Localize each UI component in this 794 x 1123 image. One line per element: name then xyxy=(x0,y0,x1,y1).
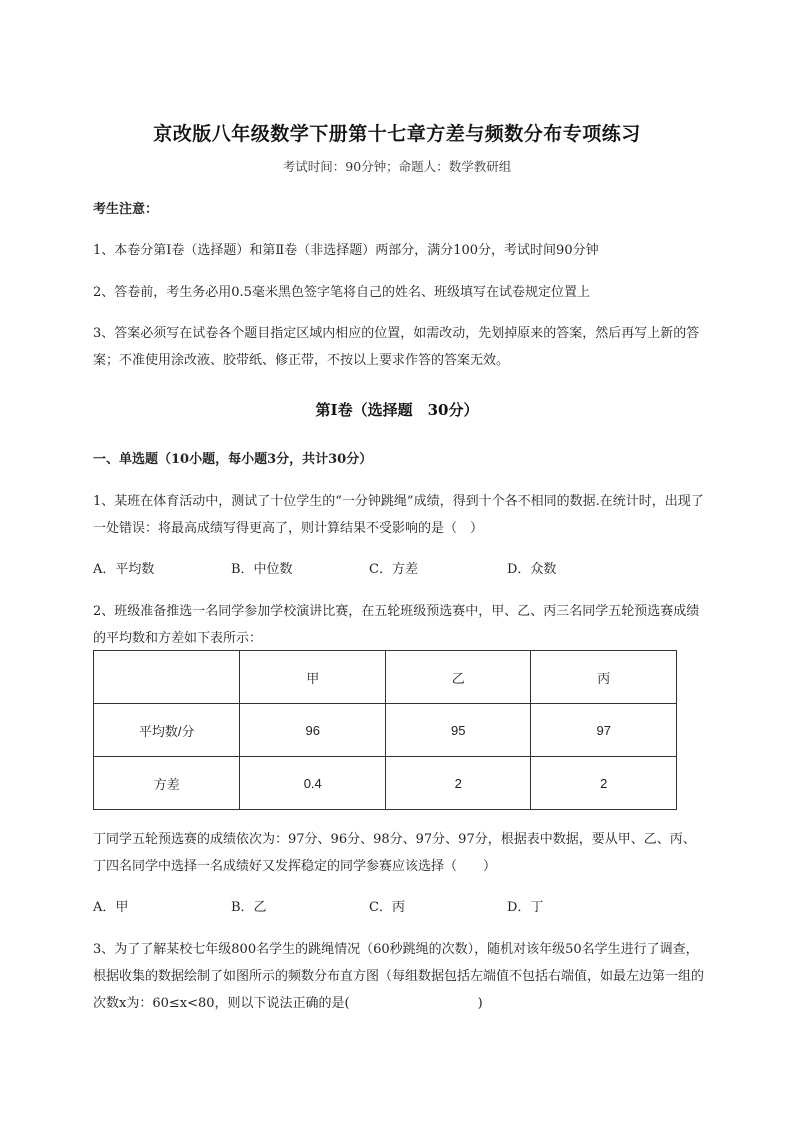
notice-item-1: 1、本卷分第I卷（选择题）和第Ⅱ卷（非选择题）两部分，满分100分，考试时间90分钟 xyxy=(93,243,599,258)
question-1-options xyxy=(93,556,705,583)
table-cell xyxy=(94,651,240,704)
table-cell: 0.4 xyxy=(240,757,386,810)
table-cell: 97 xyxy=(531,704,677,757)
question-3-body: 3、为了了解某校七年级800名学生的跳绳情况（60秒跳绳的次数），随机对该年级50名学生进行了调查，根据收集的数据绘制了如图所示的频数分布直方图（每组数据包括左端值不包括右端值，如最左边第一组的次数x为：60≤x<80，则以下说法正确的是( xyxy=(93,942,705,1011)
table-header-cell: 乙 xyxy=(385,651,530,704)
question-2-text-continued: 丁同学五轮预选赛的成绩依次为：97分、96分、98分、97分、97分，根据表中数据，要从甲、乙、丙、丁四名同学中选择一名成绩好又发挥稳定的同学参赛应该选择（ ） xyxy=(93,832,696,874)
table-cell: 96 xyxy=(240,704,386,757)
table-row-label: 方差 xyxy=(94,757,240,810)
part-heading: 一、单选题（10小题，每小题3分，共计30分） xyxy=(93,452,373,467)
notice-heading: 考生注意： xyxy=(93,202,159,217)
table-row-label: 平均数/分 xyxy=(94,704,240,757)
table-row xyxy=(94,757,677,810)
table-row xyxy=(94,704,677,757)
notice-item-2: 2、答卷前，考生务必用0.5毫米黑色签字笔将自己的姓名、班级填写在试卷规定位置上 xyxy=(93,285,590,300)
score-table xyxy=(93,650,677,810)
option-a: A．甲 xyxy=(93,900,129,915)
table-cell: 2 xyxy=(385,757,530,810)
question-2-options xyxy=(93,894,705,921)
table-cell: 2 xyxy=(531,757,677,810)
question-1-text: 1、某班在体育活动中，测试了十位学生的“一分钟跳绳”成绩，得到十个各不相同的数据.在统计时，出现了一处错误：将最高成绩写得更高了，则计算结果不受影响的是（ ） xyxy=(93,494,704,536)
document-title: 京改版八年级数学下册第十七章方差与频数分布专项练习 xyxy=(153,123,641,145)
table-header-cell: 甲 xyxy=(240,651,386,704)
table-cell: 95 xyxy=(385,704,530,757)
option-b: B．中位数 xyxy=(231,562,293,577)
question-2-text: 2、班级准备推选一名同学参加学校演讲比赛，在五轮班级预选赛中，甲、乙、丙三名同学五轮预选赛成绩的平均数和方差如下表所示： xyxy=(93,604,700,646)
option-b: B．乙 xyxy=(231,900,267,915)
option-d: D．众数 xyxy=(507,562,557,577)
question-3-close: ) xyxy=(477,996,483,1011)
option-c: C．丙 xyxy=(369,900,405,915)
option-c: C．方差 xyxy=(369,562,418,577)
exam-info: 考试时间：90分钟；命题人：数学教研组 xyxy=(282,159,512,174)
question-3-text xyxy=(93,936,705,1017)
table-header-row xyxy=(94,651,677,704)
option-a: A．平均数 xyxy=(93,562,155,577)
notice-item-3: 3、答案必须写在试卷各个题目指定区域内相应的位置，如需改动，先划掉原来的答案，然后再写上新的答案；不准使用涂改液、胶带纸、修正带，不按以上要求作答的答案无效。 xyxy=(93,326,700,368)
table-header-cell: 丙 xyxy=(531,651,677,704)
section-title: 第I卷（选择题 30分） xyxy=(315,401,479,419)
option-d: D．丁 xyxy=(507,900,544,915)
